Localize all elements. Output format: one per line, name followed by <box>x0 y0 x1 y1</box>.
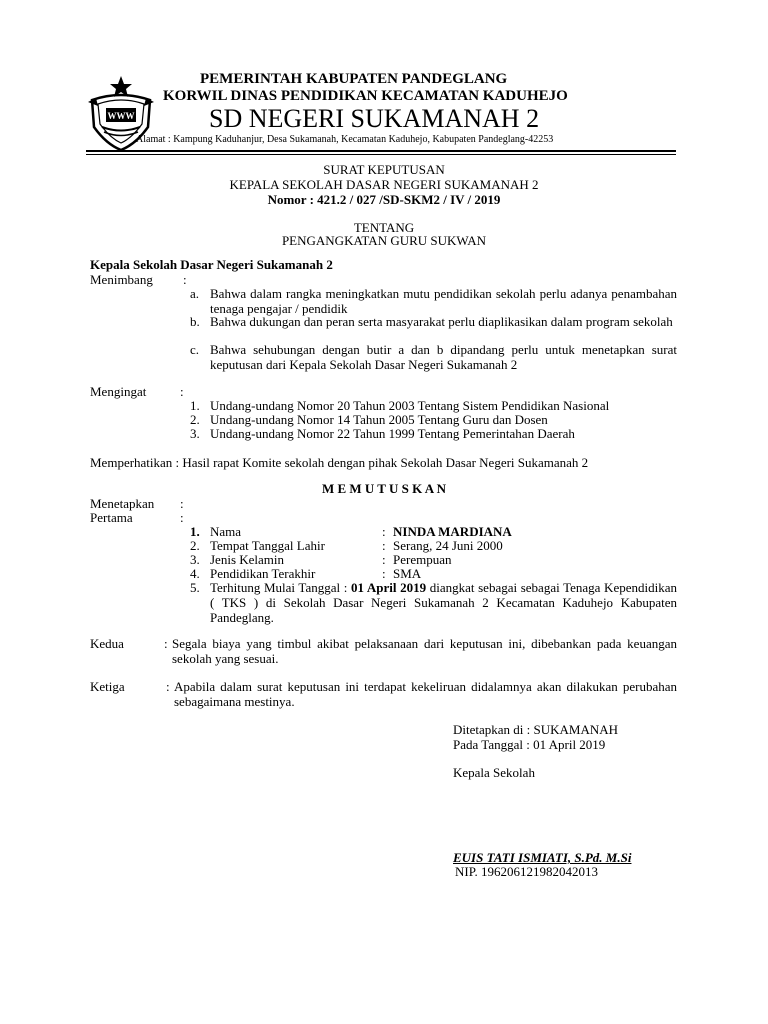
doc-subject: PENGANGKATAN GURU SUKWAN <box>281 233 487 248</box>
field-colon: : <box>382 552 386 567</box>
signature-place: Ditetapkan di : SUKAMANAH <box>453 722 619 737</box>
doc-type: SURAT KEPUTUSAN <box>323 162 445 177</box>
mengingat-item: Undang-undang Nomor 22 Tahun 1999 Tentang Pemerintahan Daerah <box>210 426 575 441</box>
menimbang-marker: b. <box>190 314 200 329</box>
header-divider-thin <box>86 154 676 155</box>
field-value: Perempuan <box>393 552 452 567</box>
menimbang-marker: a. <box>190 286 200 301</box>
doc-issuer: KEPALA SEKOLAH DASAR NEGERI SUKAMANAH 2 <box>229 177 539 192</box>
field-label: Pendidikan Terakhir <box>210 566 316 581</box>
signature-name: EUIS TATI ISMIATI, S.Pd. M.Si <box>453 850 632 865</box>
mengingat-label: Mengingat <box>90 384 147 399</box>
header-divider <box>86 150 676 152</box>
ketiga-text: Apabila dalam surat keputusan ini terdapat kekeliruan didalamnya akan dilakukan perubahan sebagaimana mestinya. <box>174 679 677 709</box>
kedua-colon: : <box>164 636 168 651</box>
field-value: SMA <box>393 566 422 581</box>
field-colon: : <box>382 524 386 539</box>
item5-date: 01 April 2019 <box>350 580 427 595</box>
memutuskan-heading: M E M U T U S K A N <box>321 481 447 496</box>
menimbang-marker: c. <box>190 342 200 357</box>
menetapkan-label: Menetapkan <box>90 496 155 511</box>
field-colon: : <box>382 566 386 581</box>
signature-date: Pada Tanggal : 01 April 2019 <box>453 737 606 752</box>
menetapkan-colon: : <box>180 496 184 511</box>
ketiga-label: Ketiga <box>90 679 125 694</box>
kedua-label: Kedua <box>90 636 124 651</box>
field-value: Serang, 24 Juni 2000 <box>393 538 503 553</box>
doc-tentang: TENTANG <box>353 220 415 235</box>
item5-prefix: Terhitung Mulai Tanggal : <box>210 580 351 595</box>
mengingat-marker: 2. <box>190 412 200 427</box>
mengingat-item: Undang-undang Nomor 20 Tahun 2003 Tentang Sistem Pendidikan Nasional <box>210 398 610 413</box>
doc-number: Nomor : 421.2 / 027 /SD-SKM2 / IV / 2019 <box>267 192 501 207</box>
signature-nip: NIP. 196206121982042013 <box>455 864 599 879</box>
kedua-text: Segala biaya yang timbul akibat pelaksanaan dari keputusan ini, dibebankan pada keuangan sekolah yang sesuai. <box>172 636 677 666</box>
intro-heading: Kepala Sekolah Dasar Negeri Sukamanah 2 <box>90 257 333 272</box>
ketiga-colon: : <box>166 679 170 694</box>
pertama-colon: : <box>180 510 184 525</box>
pertama-label: Pertama <box>90 510 133 525</box>
memperhatikan: Memperhatikan : Hasil rapat Komite sekolah dengan pihak Sekolah Dasar Negeri Sukamanah 2 <box>90 455 589 470</box>
header-address: Alamat : Kampung Kaduhanjur, Desa Sukamanah, Kecamatan Kaduhejo, Kabupaten Pandeglang-42253 <box>136 134 554 145</box>
header-korwil: KORWIL DINAS PENDIDIKAN KECAMATAN KADUHEJO <box>163 88 568 104</box>
menimbang-item: Bahwa dalam rangka meningkatkan mutu pendidikan sekolah perlu adanya penambahan tenaga pengajar / pendidik <box>210 286 677 316</box>
mengingat-colon: : <box>180 384 184 399</box>
field-label: Nama <box>210 524 242 539</box>
menimbang-colon: : <box>183 272 187 287</box>
signature-position: Kepala Sekolah <box>453 765 535 780</box>
item5-suffix: diangkat sebagai sebagai Tenaga Kependidikan ( TKS ) di Sekolah Dasar Negeri Sukamanah 2 Kecamatan Kaduhejo Kabupaten Pandeglang. <box>210 580 677 625</box>
svg-text:WWW: WWW <box>107 111 135 121</box>
pertama-marker: 2. <box>190 538 200 553</box>
mengingat-item: Undang-undang Nomor 14 Tahun 2005 Tentang Guru dan Dosen <box>210 412 548 427</box>
menimbang-item: Bahwa dukungan dan peran serta masyarakat perlu diaplikasikan dalam program sekolah <box>210 314 673 329</box>
pertama-marker: 3. <box>190 552 200 567</box>
mengingat-marker: 3. <box>190 426 200 441</box>
field-label: Jenis Kelamin <box>210 552 285 567</box>
pertama-marker: 1. <box>190 524 200 539</box>
pertama-item5 <box>210 580 677 625</box>
mengingat-marker: 1. <box>190 398 200 413</box>
field-value-name: NINDA MARDIANA <box>393 524 512 539</box>
field-label: Tempat Tanggal Lahir <box>210 538 325 553</box>
pertama-marker: 5. <box>190 580 200 595</box>
pertama-marker: 4. <box>190 566 200 581</box>
field-colon: : <box>382 538 386 553</box>
header-government: PEMERINTAH KABUPATEN PANDEGLANG <box>200 71 508 87</box>
header-school-name: SD NEGERI SUKAMANAH 2 <box>209 104 540 133</box>
menimbang-item: Bahwa sehubungan dengan butir a dan b dipandang perlu untuk menetapkan surat keputusan dari Kepala Sekolah Dasar Negeri Sukamanah 2 <box>210 342 677 372</box>
menimbang-label: Menimbang <box>90 272 153 287</box>
